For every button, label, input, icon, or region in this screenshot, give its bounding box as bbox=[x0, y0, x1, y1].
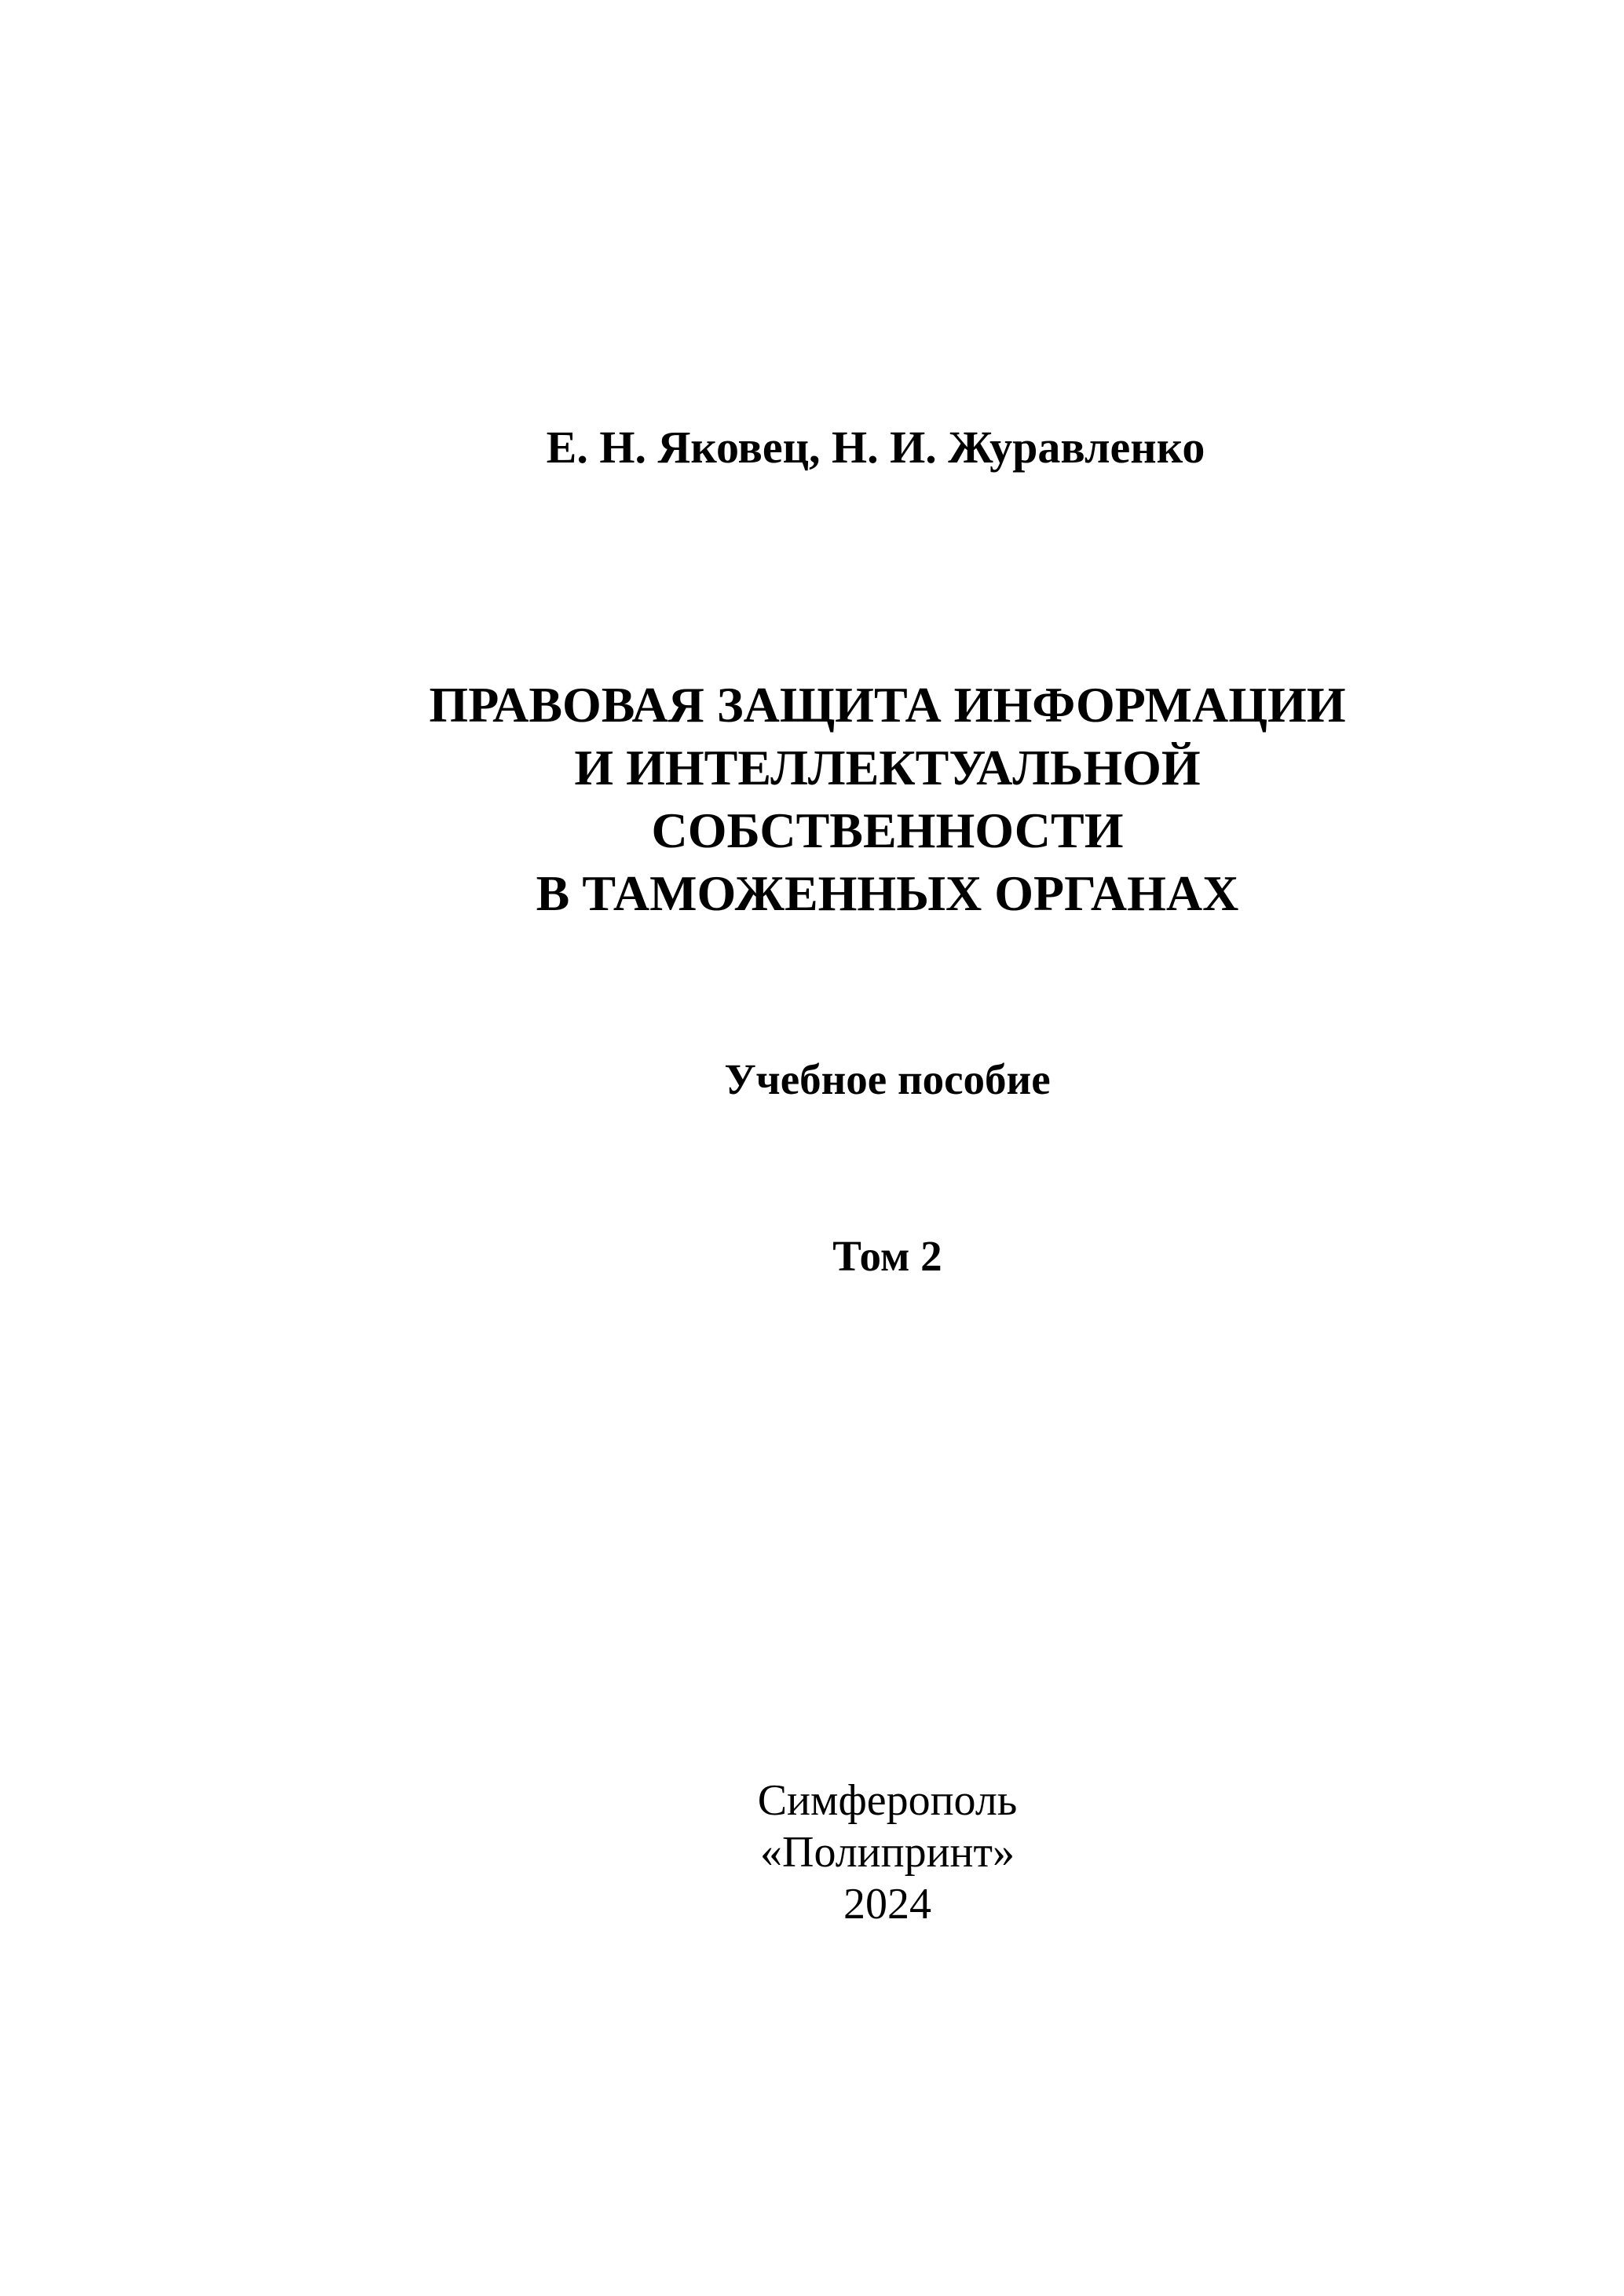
volume-number: Том 2 bbox=[832, 1232, 942, 1280]
title-line: ПРАВОВАЯ ЗАЩИТА ИНФОРМАЦИИ bbox=[429, 677, 1346, 733]
imprint-city: Симферополь bbox=[757, 1776, 1018, 1825]
book-title bbox=[0, 674, 1624, 925]
title-line: И ИНТЕЛЛЕКТУАЛЬНОЙ bbox=[574, 740, 1201, 795]
subtitle: Учебное пособие bbox=[724, 1055, 1051, 1103]
imprint-publisher: «Полипринт» bbox=[760, 1828, 1015, 1877]
title-line: СОБСТВЕННОСТИ bbox=[651, 803, 1124, 858]
imprint bbox=[0, 1775, 1624, 1930]
title-line: В ТАМОЖЕННЫХ ОРГАНАХ bbox=[536, 865, 1239, 921]
imprint-year: 2024 bbox=[843, 1880, 931, 1929]
authors: Е. Н. Яковец, Н. И. Журавленко bbox=[546, 422, 1205, 473]
